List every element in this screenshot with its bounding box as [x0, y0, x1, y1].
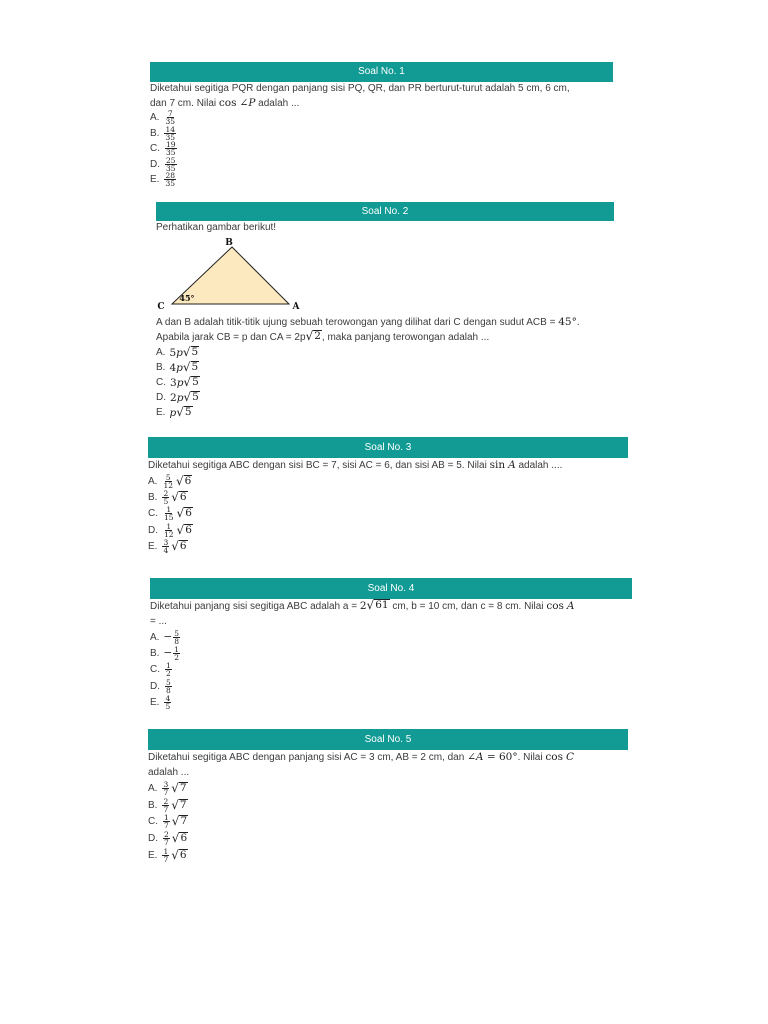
math-function: cos [546, 600, 564, 612]
question-header: Soal No. 2 [156, 202, 614, 221]
option-label: D. [148, 833, 158, 845]
option-d [148, 522, 628, 538]
vertex-label-c: C [157, 302, 165, 312]
option-label: D. [148, 524, 158, 536]
option-label: A. [156, 347, 166, 358]
fraction [164, 126, 176, 141]
option-label: E. [148, 540, 158, 552]
square-root [171, 799, 187, 812]
math-variable: p [176, 376, 184, 389]
fraction [164, 695, 171, 710]
radicand: 6 [179, 539, 187, 552]
radicand: 2 [314, 330, 321, 342]
denominator: 15 [164, 513, 174, 523]
square-root [172, 815, 188, 828]
math-variable: P [248, 97, 256, 109]
option-d [150, 157, 613, 173]
option-label: E. [156, 407, 166, 418]
square-root [183, 391, 199, 404]
option-c [150, 662, 632, 678]
question-text: = ... [150, 616, 167, 627]
option-a [150, 110, 613, 126]
option-a [150, 629, 632, 645]
question-text: Diketahui segitiga ABC dengan panjang sisi AC = 3 cm, AB = 2 cm, dan [148, 752, 468, 763]
question-text: A dan B adalah titik-titik ujung sebuah terowongan yang dilihat dari C dengan sudut ACB = [156, 317, 559, 328]
option-label: C. [150, 143, 160, 155]
question-text-line [150, 96, 613, 110]
numerator: 4 [165, 693, 171, 703]
question-text: Apabila jarak CB = p dan CA = 2p [156, 332, 306, 343]
square-root [176, 406, 192, 419]
numerator: 14 [165, 124, 175, 134]
denominator: 4 [163, 545, 169, 555]
numerator: 5 [174, 628, 180, 638]
denominator: 7 [163, 787, 169, 797]
fraction [173, 646, 180, 661]
square-root [172, 832, 188, 845]
option-e [150, 694, 632, 710]
radical-sign: √ [182, 360, 191, 374]
question-1 [150, 62, 613, 188]
radical-sign: √ [183, 375, 192, 389]
option-e [148, 538, 628, 554]
square-root [183, 346, 199, 359]
option-d [148, 830, 628, 847]
option-c [150, 141, 613, 157]
triangle-figure [156, 235, 316, 315]
square-root [306, 330, 322, 343]
denominator: 7 [164, 838, 169, 848]
option-label: C. [148, 816, 158, 828]
radical-sign: √ [171, 780, 179, 795]
radicand: 6 [185, 507, 192, 520]
question-text: Diketahui segitiga ABC dengan sisi BC = 7, sisi AC = 6, dan sisi AB = 5. Nilai [148, 460, 490, 471]
question-text-line [148, 750, 628, 765]
numerator: 1 [166, 505, 172, 515]
radicand: 5 [192, 376, 199, 388]
option-e [148, 847, 628, 864]
math-variable: p [176, 391, 184, 404]
sign: − [163, 631, 173, 644]
fraction [165, 157, 177, 172]
math-function: cos [218, 97, 237, 109]
angle-label: 45° [179, 293, 195, 303]
numerator: 25 [166, 155, 176, 165]
square-root [183, 361, 199, 374]
radicand: 5 [184, 406, 192, 418]
option-label: B. [148, 491, 158, 503]
denominator: 8 [166, 685, 171, 695]
square-root [177, 507, 193, 520]
fraction [162, 798, 169, 813]
radical-sign: √ [176, 506, 185, 521]
denominator: 35 [165, 179, 175, 189]
denominator: 7 [163, 855, 169, 865]
fraction [165, 141, 177, 156]
option-label: C. [156, 377, 166, 388]
question-header: Soal No. 4 [150, 578, 632, 599]
math-angle-value: 45° [558, 316, 577, 328]
option-e [150, 172, 613, 188]
numerator: 2 [163, 796, 169, 806]
numerator: 28 [165, 171, 175, 181]
numerator: 3 [163, 779, 169, 789]
numerator: 7 [167, 109, 173, 119]
question-text-line [156, 315, 614, 330]
denominator: 2 [174, 652, 180, 662]
option-b [148, 489, 628, 505]
numerator: 3 [163, 537, 169, 547]
option-label: D. [156, 392, 166, 403]
radicand: 5 [191, 361, 199, 373]
square-root [171, 540, 187, 553]
option-label: D. [150, 158, 160, 170]
option-d [156, 390, 614, 405]
option-c [156, 375, 614, 390]
question-text-line [148, 765, 628, 780]
square-root [183, 376, 199, 389]
numerator: 2 [164, 830, 169, 840]
question-text: Diketahui panjang sisi segitiga ABC adalah a = [150, 601, 360, 612]
denominator: 7 [163, 804, 169, 814]
option-a [148, 473, 628, 489]
square-root [171, 782, 187, 795]
numerator: 1 [166, 661, 171, 671]
option-c [148, 506, 628, 522]
question-text: dan 7 cm. Nilai [150, 98, 219, 109]
radicand: 5 [192, 391, 199, 403]
radicand: 6 [179, 490, 187, 503]
option-label: C. [148, 508, 158, 520]
option-label: A. [150, 112, 160, 124]
math-variable: C [565, 751, 575, 763]
radical-sign: √ [176, 473, 184, 488]
option-a [148, 780, 628, 797]
math-variable: A [475, 751, 484, 763]
option-c [148, 814, 628, 831]
question-text: adalah ... [148, 767, 190, 778]
question-text: . Nilai [517, 752, 546, 763]
square-root [171, 491, 187, 504]
fraction [162, 781, 169, 796]
option-b [150, 645, 632, 661]
fraction [162, 474, 174, 489]
option-label: A. [150, 631, 160, 643]
fraction [163, 523, 175, 538]
radical-sign: √ [176, 522, 185, 537]
radical-sign: √ [182, 345, 191, 359]
math-variable: p [176, 346, 183, 359]
fraction [165, 679, 172, 694]
denominator: 35 [166, 148, 176, 158]
fraction [163, 814, 170, 829]
coefficient: 5 [169, 346, 177, 359]
question-text: adalah .... [515, 460, 563, 471]
numerator: 1 [166, 521, 172, 531]
question-2 [156, 202, 614, 420]
radical-sign: √ [366, 598, 375, 612]
radical-sign: √ [171, 489, 179, 504]
math-variable: A [508, 459, 516, 471]
question-header: Soal No. 5 [148, 729, 628, 750]
option-label: A. [148, 782, 158, 794]
denominator: 35 [166, 163, 176, 173]
option-label: E. [150, 174, 160, 186]
coefficient: 3 [170, 376, 177, 389]
radicand: 7 [179, 781, 187, 794]
math-function: sin [489, 459, 506, 471]
fraction [164, 110, 176, 125]
radical-sign: √ [171, 831, 180, 846]
question-text-line [156, 330, 614, 345]
option-label: B. [150, 127, 160, 139]
question-text: Diketahui segitiga PQR dengan panjang sisi PQ, QR, dan PR berturut-turut adalah 5 cm, 6 cm, [150, 83, 570, 94]
option-label: D. [150, 680, 160, 692]
vertex-label-a: A [292, 302, 300, 312]
option-b [148, 797, 628, 814]
angle-symbol: ∠ [467, 751, 476, 763]
fraction [162, 848, 169, 863]
fraction [165, 662, 172, 677]
question-header: Soal No. 1 [150, 62, 613, 82]
square-root [176, 475, 192, 488]
numerator: 1 [174, 644, 180, 654]
math-variable: p [176, 361, 183, 374]
coefficient: 2 [359, 600, 367, 612]
coefficient: 4 [169, 361, 177, 374]
question-text: cm, b = 10 cm, dan c = 8 cm. Nilai [389, 601, 547, 612]
radical-sign: √ [183, 390, 192, 404]
numerator: 2 [163, 488, 169, 498]
denominator: 12 [163, 480, 173, 490]
denominator: 7 [164, 821, 169, 831]
option-label: A. [148, 475, 158, 487]
math-variable: p [169, 406, 177, 419]
denominator: 35 [165, 117, 175, 127]
square-root [177, 524, 193, 537]
radicand: 7 [179, 798, 187, 811]
option-d [150, 678, 632, 694]
radicand: 61 [375, 599, 389, 611]
sign: − [163, 647, 173, 660]
question-text: adalah ... [255, 98, 300, 109]
question-text-line [148, 458, 628, 473]
numerator: 19 [166, 140, 176, 150]
radicand: 6 [185, 523, 192, 536]
option-a [156, 345, 614, 360]
fraction [164, 172, 176, 187]
option-label: E. [148, 850, 158, 862]
fraction [162, 539, 169, 554]
square-root [367, 599, 390, 612]
numerator: 5 [166, 677, 171, 687]
denominator: 2 [166, 669, 171, 679]
fraction [173, 630, 180, 645]
question-intro: Perhatikan gambar berikut! [156, 222, 277, 233]
math-angle-value: = 60° [483, 751, 518, 763]
radicand: 5 [191, 346, 199, 358]
question-5 [148, 729, 628, 864]
question-header: Soal No. 3 [148, 437, 628, 458]
radicand: 6 [179, 849, 187, 862]
radical-sign: √ [171, 848, 179, 863]
question-text-line [150, 82, 613, 96]
option-label: B. [148, 799, 158, 811]
question-text-line [150, 599, 632, 614]
numerator: 1 [164, 813, 169, 823]
option-b [150, 126, 613, 142]
denominator: 12 [164, 529, 174, 539]
denominator: 8 [174, 636, 180, 646]
question-3 [148, 437, 628, 554]
math-function: cos [545, 751, 563, 763]
radical-sign: √ [176, 405, 184, 419]
square-root [171, 849, 187, 862]
option-e [156, 405, 614, 420]
option-label: E. [150, 696, 160, 708]
radical-sign: √ [171, 538, 179, 553]
radical-sign: √ [171, 814, 180, 829]
question-text: , maka panjang terowongan adalah ... [321, 332, 490, 343]
denominator: 5 [165, 701, 171, 711]
denominator: 5 [163, 496, 169, 506]
radical-sign: √ [305, 329, 314, 343]
coefficient: 2 [170, 391, 177, 404]
fraction [162, 490, 169, 505]
denominator: 35 [165, 132, 175, 142]
vertex-label-b: B [225, 238, 233, 248]
radical-sign: √ [171, 797, 179, 812]
fraction [163, 506, 175, 521]
option-b [156, 360, 614, 375]
option-label: B. [156, 362, 166, 373]
radicand: 6 [184, 474, 192, 487]
numerator: 1 [163, 847, 169, 857]
question-4 [150, 578, 632, 710]
numerator: 5 [165, 472, 171, 482]
angle-symbol: ∠ [239, 97, 249, 109]
question-text: . [576, 317, 580, 328]
fraction [163, 831, 170, 846]
radicand: 6 [180, 832, 188, 845]
radicand: 7 [180, 815, 188, 828]
math-variable: A [566, 600, 575, 612]
question-text-line [150, 614, 632, 629]
option-label: B. [150, 647, 160, 659]
option-label: C. [150, 664, 160, 676]
